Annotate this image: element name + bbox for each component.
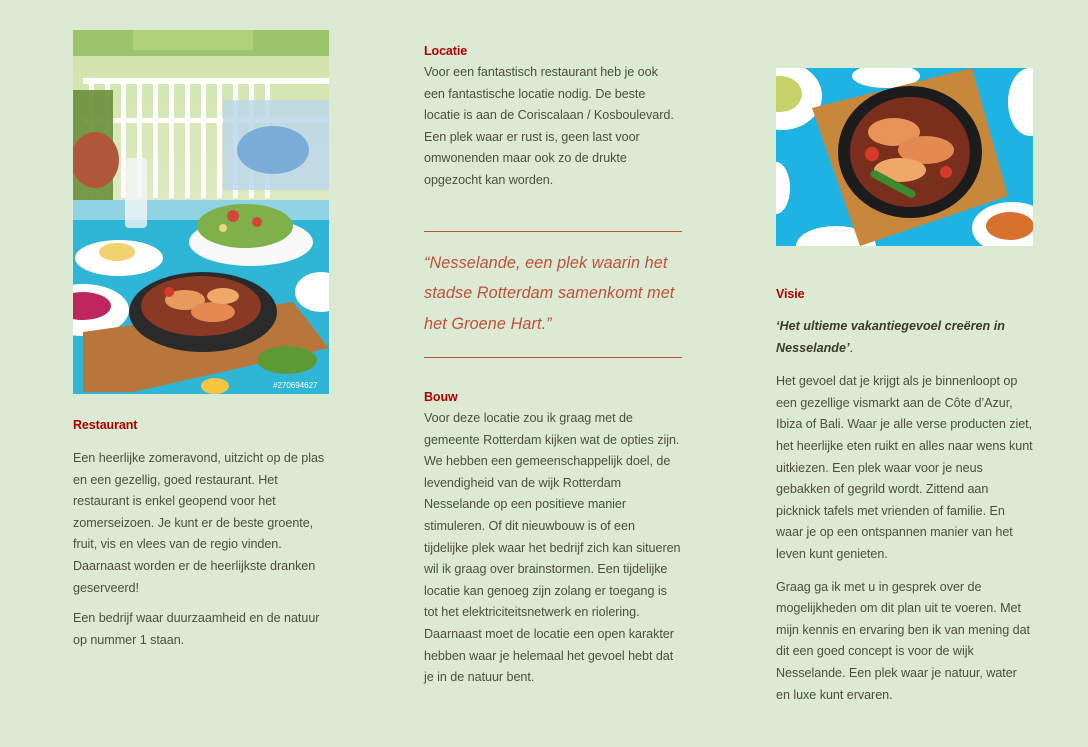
vision-paragraph-1: Het gevoel dat je krijgt als je binnenloopt op een gezellige vismarkt aan de Côte d’Azur, Ibiza of Bali. Waar je alle verse producten ziet, het heerlijke eten ruikt en alles naar wens kunt uitkiezen. Een plek waar voor je neus gebakken of gegrild wordt. Zittend aan picknick tafels met vrienden of familie. En waar je op een ontspannen manier van het leven kunt genieten.: [776, 374, 1033, 561]
vision-statement-text: ‘Het ultieme vakantiegevoel creëren in Nesselande’: [776, 319, 1005, 355]
seafood-photo: [776, 68, 1033, 246]
location-heading: Locatie: [424, 44, 468, 58]
photo-watermark: #270694627: [273, 381, 318, 390]
quote-bottom-divider: [424, 357, 682, 358]
build-heading: Bouw: [424, 390, 458, 404]
vision-heading: Visie: [776, 287, 805, 301]
vision-statement: [776, 316, 1034, 359]
seafood-pan-illustration: [776, 68, 1033, 246]
restaurant-paragraph-2: Een bedrijf waar duurzaamheid en de natuur op nummer 1 staan.: [73, 611, 320, 647]
restaurant-terrace-illustration: [73, 30, 329, 394]
vision-section: [776, 287, 1034, 706]
build-paragraph: Voor deze locatie zou ik graag met de gemeente Rotterdam kijken wat de opties zijn. We hebben een gemeenschappelijk doel, de levendigheid van de wijk Rotterdam Nesselande op een positieve manier stimuleren. Of dit nieuwbouw is of een tijdelijke plek waar het bedrijf zich kan situeren wil ik graag over brainstormen. Een tijdelijke locatie kan genoeg zijn zolang er toegang is tot het elektriciteitsnetwerk en riolering. Daarnaast moet de locatie een open karakter hebben waar je helemaal het gevoel hebt dat je in de natuur bent.: [424, 411, 681, 685]
build-section: [424, 390, 682, 689]
location-section: [424, 44, 682, 192]
quote-top-divider: [424, 231, 682, 232]
restaurant-section: [73, 418, 329, 651]
restaurant-photo: [73, 30, 329, 394]
restaurant-heading: Restaurant: [73, 418, 138, 432]
vision-statement-period: .: [849, 340, 854, 355]
restaurant-paragraph-1: Een heerlijke zomeravond, uitzicht op de plas en een gezellig, goed restaurant. Het restaurant is enkel geopend voor het zomerseizoen. Je kunt er de beste groente, fruit, vis en vlees van de regio vinden. Daarnaast worden er de heerlijkste dranken geserveerd!: [73, 451, 325, 595]
pull-quote: “Nesselande, een plek waarin het stadse Rotterdam samenkomt met het Groene Hart.”: [424, 254, 675, 333]
vision-paragraph-2: Graag ga ik met u in gesprek over de mogelijkheden om dit plan uit te voeren. Met mijn kennis en ervaring ben ik van mening dat dit een goed concept is voor de wijk Nesselande. Een plek waar je natuur, water en luxe kunt ervaren.: [776, 579, 1030, 702]
location-paragraph: Voor een fantastisch restaurant heb je ook een fantastische locatie nodig. De beste locatie is aan de Coriscalaan / Kosboulevard. Een plek waar er rust is, geen last voor omwonenden maar ook zo de drukte opgezocht kan worden.: [424, 65, 674, 187]
